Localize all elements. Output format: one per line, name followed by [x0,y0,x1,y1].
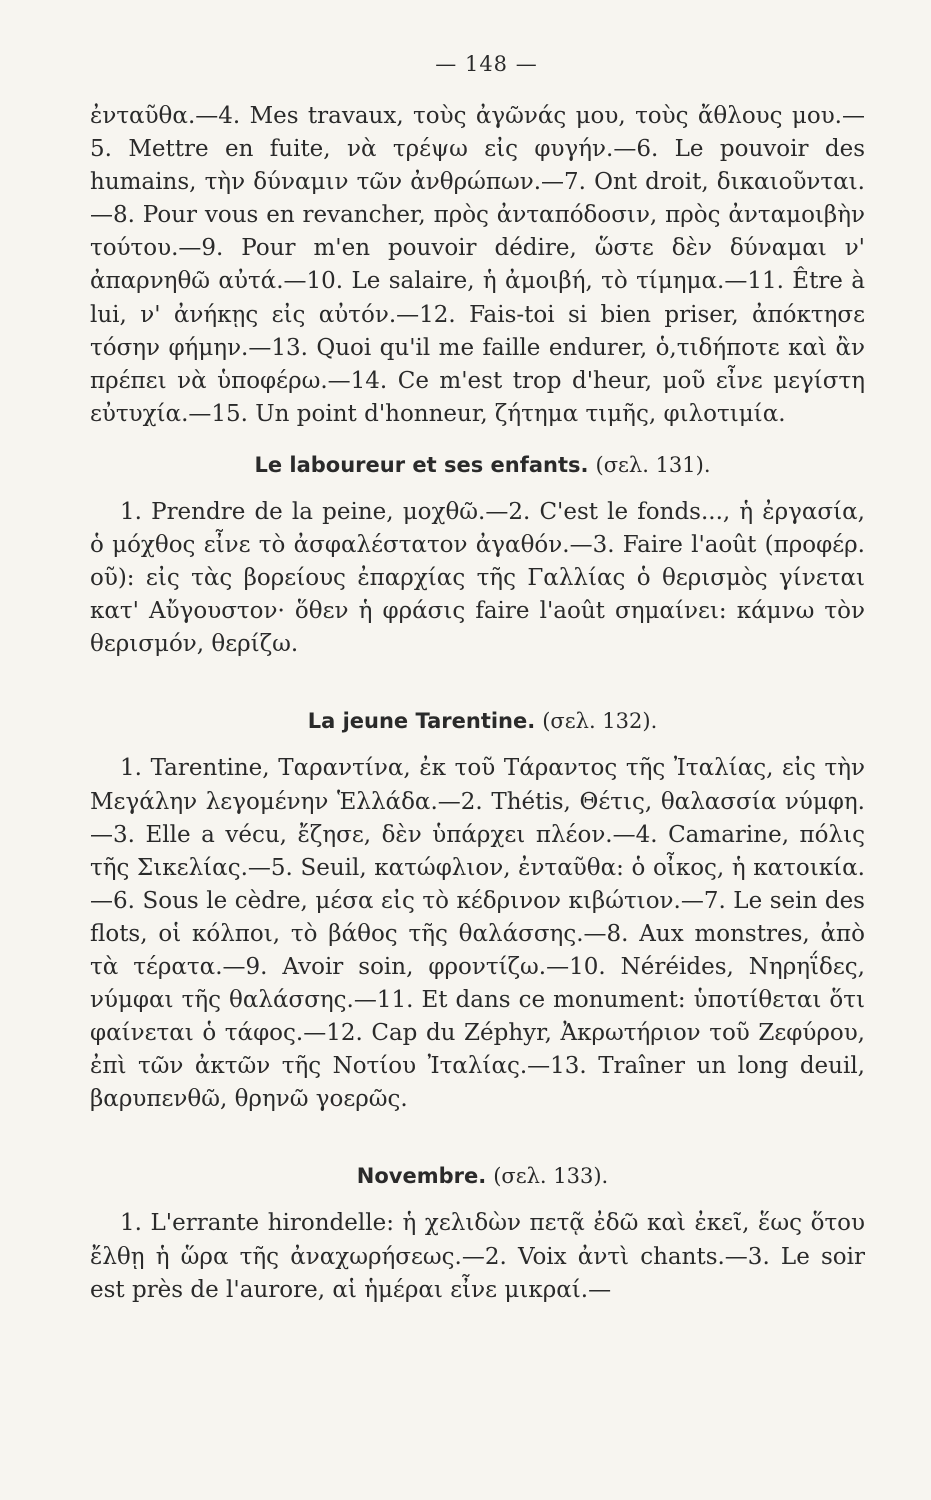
paragraph-novembre: 1. L'errante hirondelle: ἡ χελιδὼν πετᾷ ἐδῶ καὶ ἐκεῖ, ἕως ὅτου ἔλθῃ ἡ ὥρα τῆς ἀναχωρήσεως.—2. Voix ἀντὶ chants.—3. Le soir est près de l'aurore, αἱ ἡμέραι εἶνε μικραί.— [90,1210,865,1303]
section-title: Novembre. [356,1164,487,1189]
section-heading-laboureur [90,453,865,478]
paragraph-tarentine: 1. Tarentine, Ταραντίνα, ἐκ τοῦ Τάραντος τῆς Ἰταλίας, εἰς τὴν Μεγάλην λεγομένην Ἑλλάδα.—2. Thétis, Θέτις, θαλασσία νύμφη.—3. Elle a vécu, ἔζησε, δὲν ὑπάρχει πλέον.—4. Camarine, πόλις τῆς Σικελίας.—5. Seuil, κατώφλιον, ἐνταῦθα: ὁ οἶκος, ἡ κατοικία.—6. Sous le cèdre, μέσα εἰς τὸ κέδρινον κιβώτιον.—7. Le sein des flots, οἱ κόλποι, τὸ βάθος τῆς θαλάσσης.—8. Aux monstres, ἀπὸ τὰ τέρατα.—9. Avoir soin, φροντίζω.—10. Néréides, Νηρηΐδες, νύμφαι τῆς θαλάσσης.—11. Et dans ce monument: ὑποτίθεται ὅτι φαίνεται ὁ τάφος.—12. Cap du Zéphyr, Ἀκρωτήριον τοῦ Ζεφύρου, ἐπὶ τῶν ἀκτῶν τῆς Νοτίου Ἰταλίας.—13. Traîner un long deuil, βαρυπενθῶ, θρηνῶ γοερῶς. [90,755,865,1113]
section-page-ref: (σελ. 132). [542,709,658,734]
section-heading-novembre [90,1164,865,1189]
paragraph-laboureur: 1. Prendre de la peine, μοχθῶ.—2. C'est le fonds..., ἡ ἐργασία, ὁ μόχθος εἶνε τὸ ἀσφαλέστατον ἀγαθόν.—3. Faire l'août (προφέρ. οῦ): εἰς τὰς βορείους ἐπαρχίας τῆς Γαλλίας ὁ θερισμὸς γίνεται κατ' Αὔγουστον· ὅθεν ἡ φράσις faire l'août σημαίνει: κάμνω τὸν θερισμόν, θερίζω. [90,498,865,658]
paragraph-continuation: ἐνταῦθα.—4. Mes travaux, τοὺς ἀγῶνάς μου, τοὺς ἄθλους μου.—5. Mettre en fuite, νὰ τρέψω εἰς φυγήν.—6. Le pouvoir des humains, τὴν δύναμιν τῶν ἀνθρώπων.—7. Ont droit, δικαιοῦνται.—8. Pour vous en revancher, πρὸς ἀνταπόδοσιν, πρὸς ἀνταμοιβὴν τούτου.—9. Pour m'en pouvoir dédire, ὥστε δὲν δύναμαι ν' ἀπαρνηθῶ αὐτά.—10. Le salaire, ἡ ἀμοιβή, τὸ τίμημα.—11. Être à lui, ν' ἀνήκῃς εἰς αὐτόν.—12. Fais-toi si bien priser, ἀπόκτησε τόσην φήμην.—13. Quoi qu'il me faille endurer, ὁ,τιδήποτε καὶ ἂν πρέπει νὰ ὑποφέρω.—14. Ce m'est trop d'heur, μοῦ εἶνε μεγίστη εὐτυχία.—15. Un point d'honneur, ζήτημα τιμῆς, φιλοτιμία. [90,103,865,427]
page-number: — 148 — [435,52,538,76]
section-heading-tarentine [90,709,865,734]
section-page-ref: (σελ. 131). [595,452,711,477]
section-title: La jeune Tarentine. [307,709,536,734]
section-title: Le laboureur et ses enfants. [254,452,589,477]
section-page-ref: (σελ. 133). [493,1164,609,1189]
